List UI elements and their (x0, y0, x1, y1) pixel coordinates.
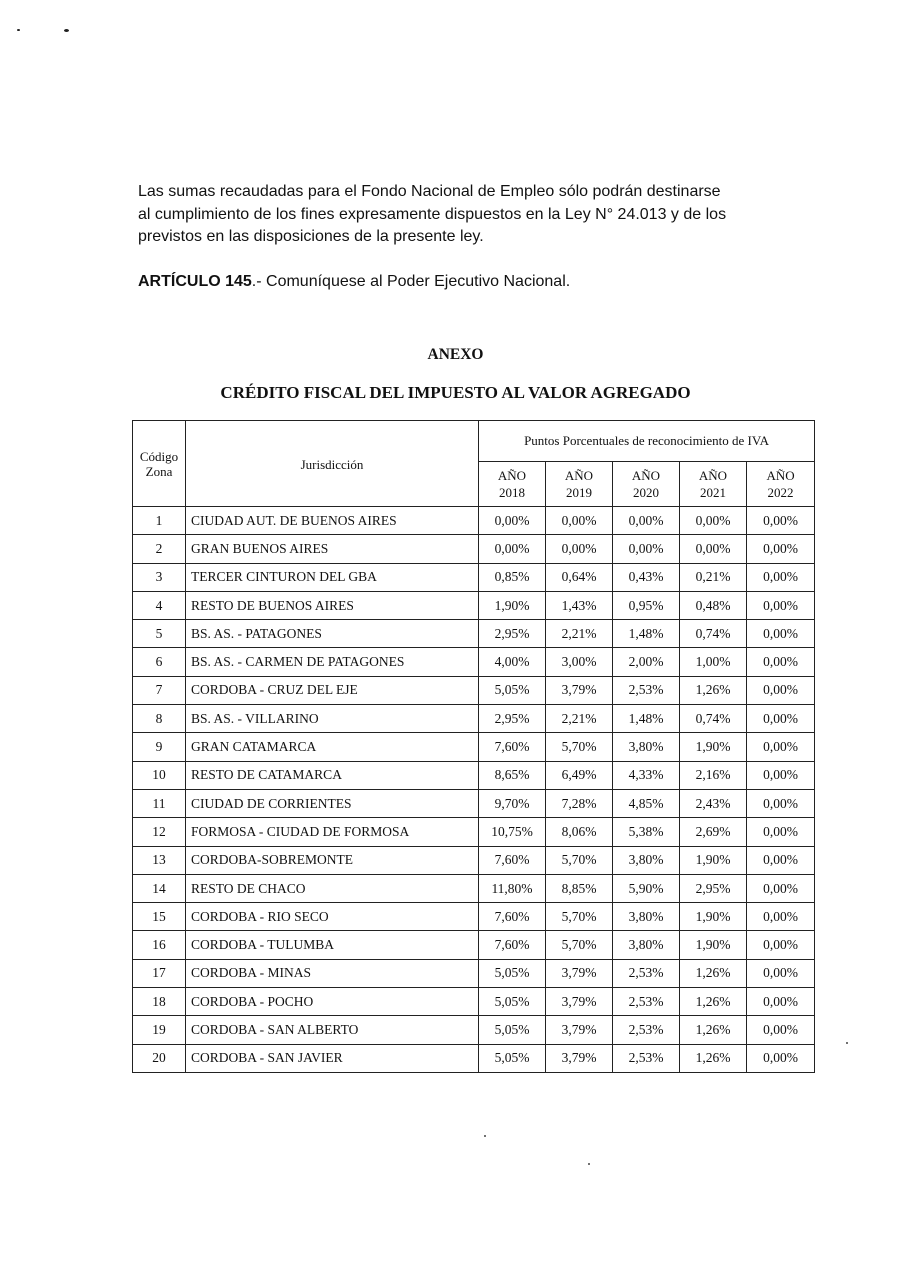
header-jurisdiction: Jurisdicción (186, 421, 479, 507)
jurisdiction-cell: GRAN BUENOS AIRES (186, 535, 479, 563)
table-row (133, 846, 815, 874)
percentage-cell: 3,80% (613, 903, 680, 931)
percentage-cell: 0,00% (680, 535, 747, 563)
jurisdiction-cell: RESTO DE CHACO (186, 874, 479, 902)
percentage-cell: 5,05% (479, 1044, 546, 1072)
percentage-cell: 0,00% (479, 507, 546, 535)
percentage-cell: 11,80% (479, 874, 546, 902)
zone-code-cell: 15 (133, 903, 186, 931)
percentage-cell: 0,00% (546, 535, 613, 563)
percentage-cell: 0,00% (747, 733, 815, 761)
percentage-cell: 0,00% (747, 563, 815, 591)
percentage-cell: 2,53% (613, 1016, 680, 1044)
percentage-cell: 8,85% (546, 874, 613, 902)
zone-code-cell: 10 (133, 761, 186, 789)
zone-code-cell: 19 (133, 1016, 186, 1044)
percentage-cell: 1,26% (680, 959, 747, 987)
jurisdiction-cell: BS. AS. - PATAGONES (186, 620, 479, 648)
percentage-cell: 2,95% (479, 620, 546, 648)
percentage-cell: 3,79% (546, 1044, 613, 1072)
jurisdiction-cell: CORDOBA - POCHO (186, 988, 479, 1016)
percentage-cell: 2,21% (546, 705, 613, 733)
percentage-cell: 0,00% (747, 988, 815, 1016)
percentage-cell: 2,21% (546, 620, 613, 648)
jurisdiction-cell: RESTO DE BUENOS AIRES (186, 591, 479, 619)
percentage-cell: 5,70% (546, 846, 613, 874)
percentage-cell: 1,90% (680, 846, 747, 874)
iva-credit-table (132, 420, 815, 1073)
percentage-cell: 5,90% (613, 874, 680, 902)
percentage-cell: 0,00% (747, 903, 815, 931)
header-year-label: AÑO (698, 468, 728, 483)
percentage-cell: 1,26% (680, 1016, 747, 1044)
percentage-cell: 5,05% (479, 676, 546, 704)
percentage-cell: 2,53% (613, 959, 680, 987)
percentage-cell: 3,80% (613, 733, 680, 761)
zone-code-cell: 12 (133, 818, 186, 846)
percentage-cell: 3,80% (613, 931, 680, 959)
percentage-cell: 3,79% (546, 676, 613, 704)
table-row (133, 874, 815, 902)
header-year-value: 2018 (499, 485, 525, 500)
table-row (133, 761, 815, 789)
table-row (133, 903, 815, 931)
header-year (546, 462, 613, 507)
percentage-cell: 0,85% (479, 563, 546, 591)
percentage-cell: 5,38% (613, 818, 680, 846)
percentage-cell: 7,60% (479, 733, 546, 761)
header-code-zone (133, 421, 186, 507)
table-row (133, 789, 815, 817)
zone-code-cell: 20 (133, 1044, 186, 1072)
scan-speck (846, 1042, 848, 1044)
table-row (133, 535, 815, 563)
jurisdiction-cell: RESTO DE CATAMARCA (186, 761, 479, 789)
zone-code-cell: 8 (133, 705, 186, 733)
paragraph-line: Las sumas recaudadas para el Fondo Nacional de Empleo sólo podrán destinarse (138, 183, 721, 200)
percentage-cell: 6,49% (546, 761, 613, 789)
jurisdiction-cell: BS. AS. - CARMEN DE PATAGONES (186, 648, 479, 676)
percentage-cell: 0,21% (680, 563, 747, 591)
percentage-cell: 0,95% (613, 591, 680, 619)
percentage-cell: 5,70% (546, 903, 613, 931)
table-row (133, 563, 815, 591)
percentage-cell: 0,00% (747, 818, 815, 846)
percentage-cell: 2,95% (479, 705, 546, 733)
jurisdiction-cell: TERCER CINTURON DEL GBA (186, 563, 479, 591)
percentage-cell: 0,00% (747, 959, 815, 987)
percentage-cell: 5,70% (546, 733, 613, 761)
header-group: Puntos Porcentuales de reconocimiento de IVA (479, 421, 815, 462)
scan-speck (484, 1135, 486, 1137)
percentage-cell: 0,00% (613, 535, 680, 563)
scan-speck (17, 29, 20, 31)
percentage-cell: 2,16% (680, 761, 747, 789)
percentage-cell: 5,05% (479, 988, 546, 1016)
table-row (133, 591, 815, 619)
zone-code-cell: 1 (133, 507, 186, 535)
header-year-label: AÑO (497, 468, 527, 483)
percentage-cell: 3,79% (546, 988, 613, 1016)
jurisdiction-cell: CORDOBA - SAN JAVIER (186, 1044, 479, 1072)
percentage-cell: 0,00% (747, 591, 815, 619)
percentage-cell: 1,90% (680, 733, 747, 761)
percentage-cell: 3,80% (613, 846, 680, 874)
percentage-cell: 0,43% (613, 563, 680, 591)
zone-code-cell: 13 (133, 846, 186, 874)
percentage-cell: 0,00% (546, 507, 613, 535)
percentage-cell: 1,48% (613, 620, 680, 648)
percentage-cell: 1,48% (613, 705, 680, 733)
percentage-cell: 1,90% (680, 931, 747, 959)
percentage-cell: 4,33% (613, 761, 680, 789)
percentage-cell: 0,00% (747, 648, 815, 676)
table-row (133, 988, 815, 1016)
paragraph-line: al cumplimiento de los fines expresamente dispuestos en la Ley N° 24.013 y de los (138, 205, 727, 223)
article-text: .- Comuníquese al Poder Ejecutivo Nacional. (251, 273, 571, 290)
percentage-cell: 1,26% (680, 1044, 747, 1072)
percentage-cell: 2,95% (680, 874, 747, 902)
jurisdiction-cell: CORDOBA - RIO SECO (186, 903, 479, 931)
article-label: ARTÍCULO 145 (138, 273, 252, 290)
table-row (133, 733, 815, 761)
percentage-cell: 0,48% (680, 591, 747, 619)
percentage-cell: 1,26% (680, 676, 747, 704)
percentage-cell: 9,70% (479, 789, 546, 817)
percentage-cell: 0,00% (747, 931, 815, 959)
zone-code-cell: 16 (133, 931, 186, 959)
table-row (133, 959, 815, 987)
header-year-label: AÑO (631, 468, 661, 483)
percentage-cell: 0,00% (747, 874, 815, 902)
header-year-value: 2020 (633, 485, 659, 500)
paragraph-line: previstos en las disposiciones de la presente ley. (138, 228, 484, 245)
header-code-line: Código (139, 449, 179, 464)
annex-subtitle: CRÉDITO FISCAL DEL IMPUESTO AL VALOR AGREGADO (220, 383, 691, 402)
table-row (133, 818, 815, 846)
percentage-cell: 7,28% (546, 789, 613, 817)
scan-speck (588, 1163, 590, 1165)
annex-title: ANEXO (427, 346, 484, 363)
percentage-cell: 3,79% (546, 959, 613, 987)
percentage-cell: 0,00% (747, 620, 815, 648)
jurisdiction-cell: CORDOBA - CRUZ DEL EJE (186, 676, 479, 704)
percentage-cell: 2,53% (613, 1044, 680, 1072)
percentage-cell: 1,43% (546, 591, 613, 619)
table-row (133, 931, 815, 959)
percentage-cell: 0,00% (747, 507, 815, 535)
table-row (133, 507, 815, 535)
header-year-value: 2022 (767, 485, 794, 500)
zone-code-cell: 2 (133, 535, 186, 563)
header-zone-line: Zona (145, 464, 173, 479)
percentage-cell: 0,00% (680, 507, 747, 535)
percentage-cell: 7,60% (479, 931, 546, 959)
percentage-cell: 2,69% (680, 818, 747, 846)
percentage-cell: 2,00% (613, 648, 680, 676)
jurisdiction-cell: CORDOBA - TULUMBA (186, 931, 479, 959)
table-row (133, 620, 815, 648)
percentage-cell: 0,00% (747, 846, 815, 874)
jurisdiction-cell: CIUDAD DE CORRIENTES (186, 789, 479, 817)
jurisdiction-cell: CIUDAD AUT. DE BUENOS AIRES (186, 507, 479, 535)
percentage-cell: 0,00% (747, 676, 815, 704)
percentage-cell: 3,00% (546, 648, 613, 676)
percentage-cell: 0,64% (546, 563, 613, 591)
header-year-value: 2019 (566, 485, 592, 500)
percentage-cell: 5,70% (546, 931, 613, 959)
table-row (133, 1044, 815, 1072)
jurisdiction-cell: CORDOBA-SOBREMONTE (186, 846, 479, 874)
table-row (133, 676, 815, 704)
closing-paragraph (138, 181, 788, 249)
zone-code-cell: 7 (133, 676, 186, 704)
header-year-value: 2021 (700, 485, 726, 500)
zone-code-cell: 17 (133, 959, 186, 987)
header-year (680, 462, 747, 507)
table-row (133, 648, 815, 676)
percentage-cell: 4,00% (479, 648, 546, 676)
header-year-label: AÑO (564, 468, 594, 483)
article-145 (138, 273, 570, 291)
percentage-cell: 3,79% (546, 1016, 613, 1044)
zone-code-cell: 3 (133, 563, 186, 591)
percentage-cell: 0,74% (680, 620, 747, 648)
percentage-cell: 2,43% (680, 789, 747, 817)
percentage-cell: 0,00% (747, 789, 815, 817)
percentage-cell: 10,75% (479, 818, 546, 846)
jurisdiction-cell: BS. AS. - VILLARINO (186, 705, 479, 733)
percentage-cell: 1,90% (479, 591, 546, 619)
percentage-cell: 0,00% (747, 1016, 815, 1044)
jurisdiction-cell: GRAN CATAMARCA (186, 733, 479, 761)
percentage-cell: 5,05% (479, 1016, 546, 1044)
header-year (613, 462, 680, 507)
percentage-cell: 8,06% (546, 818, 613, 846)
percentage-cell: 0,00% (747, 1044, 815, 1072)
percentage-cell: 4,85% (613, 789, 680, 817)
zone-code-cell: 9 (133, 733, 186, 761)
percentage-cell: 1,90% (680, 903, 747, 931)
percentage-cell: 2,53% (613, 676, 680, 704)
zone-code-cell: 14 (133, 874, 186, 902)
zone-code-cell: 6 (133, 648, 186, 676)
percentage-cell: 7,60% (479, 903, 546, 931)
percentage-cell: 5,05% (479, 959, 546, 987)
percentage-cell: 1,26% (680, 988, 747, 1016)
jurisdiction-cell: CORDOBA - MINAS (186, 959, 479, 987)
zone-code-cell: 5 (133, 620, 186, 648)
scan-speck (64, 29, 69, 32)
percentage-cell: 0,00% (479, 535, 546, 563)
header-year-label: AÑO (766, 468, 795, 483)
table-row (133, 1016, 815, 1044)
zone-code-cell: 4 (133, 591, 186, 619)
jurisdiction-cell: FORMOSA - CIUDAD DE FORMOSA (186, 818, 479, 846)
header-year (747, 462, 815, 507)
table-row (133, 705, 815, 733)
percentage-cell: 0,00% (747, 761, 815, 789)
percentage-cell: 2,53% (613, 988, 680, 1016)
percentage-cell: 1,00% (680, 648, 747, 676)
header-year (479, 462, 546, 507)
zone-code-cell: 11 (133, 789, 186, 817)
percentage-cell: 8,65% (479, 761, 546, 789)
percentage-cell: 0,00% (747, 535, 815, 563)
percentage-cell: 0,00% (747, 705, 815, 733)
percentage-cell: 7,60% (479, 846, 546, 874)
jurisdiction-cell: CORDOBA - SAN ALBERTO (186, 1016, 479, 1044)
percentage-cell: 0,00% (613, 507, 680, 535)
percentage-cell: 0,74% (680, 705, 747, 733)
zone-code-cell: 18 (133, 988, 186, 1016)
